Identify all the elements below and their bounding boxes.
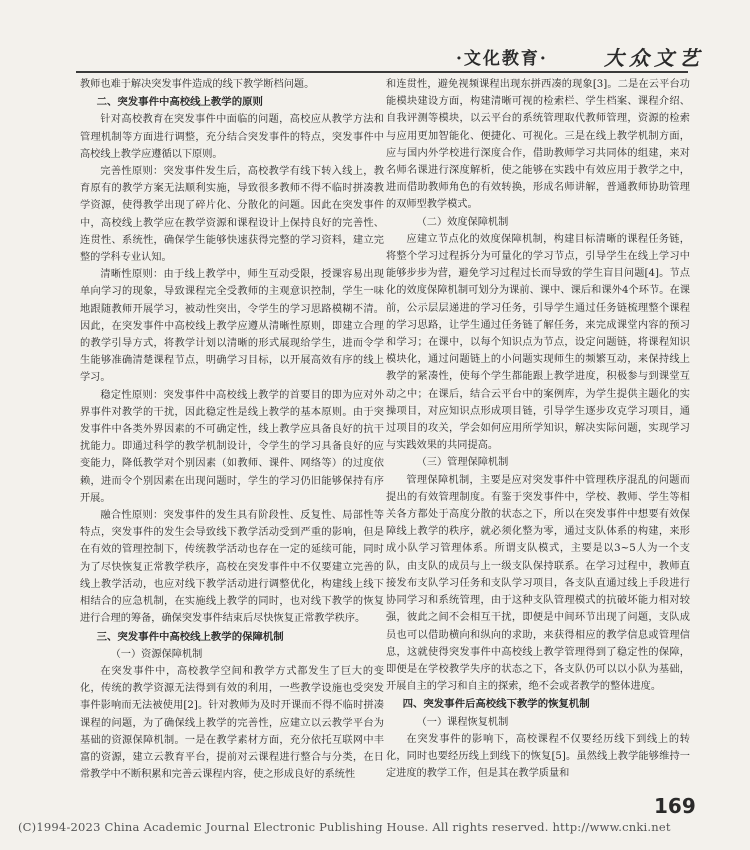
paragraph: 稳定性原则：突发事件中高校线上教学的首要目的即为应对外界事件对教学的干扰，因此稳定性是线上教学的基本原则。由于突发事件中各类外界因素的不可确定性，线上教学应具备良好的抗干扰能力。即通过科学的教学机制设计，令学生的学习具备良好的应变能力，降低教学对个别因素（如教师、课件、网络等）的过度依赖，进而令个别因素在出现问题时，学生的学习仍旧能够保持有序开展。 — [80, 389, 384, 504]
paragraph: 管理保障机制，主要是应对突发事件中管理秩序混乱的问题而提出的有效管理制度。有鉴于突发事件中，学校、教师、学生等相关各方都处于高度分散的状态之下，所以在突发事件中想要有效保障线上教学的秩序，就必须化整为零，通过支队体系的构建，来形成小队学习管理体系。所谓支队模式，主要是以3~5人为一个支队，由支队的成员与上一级支队保持联系。在学习过程中，教师直接发布支队学习任务和支队学习项目，各支队直通过线上手段进行协同学习和系统管理，由于这种支队管理模式的抗破坏能力相对较强，彼此之间不会相互干扰，即便是中间环节出现了问题，支队成员也可以借助横向和纵向的求助，来获得相应的教学信息或管理信息，这就使得突发事件中高校线上教学管理得到了稳定性的保障，即便是在学校教学失序的状态之下，各支队仍可以以小队为基础，开展自主的学习和自主的探索，绝不会或者教学的整体进度。 — [386, 474, 690, 693]
section-heading: 四、突发事件后高校线下教学的恢复机制 — [402, 698, 590, 711]
page-number: 169 — [654, 794, 696, 818]
right-column — [386, 76, 690, 782]
paragraph: 清晰性原则：由于线上教学中，师生互动受限，授课容易出现单向学习的现象，导致课程完全受教师的主观意识控制，学生一味地跟随教师开展学习，被动性突出，令学生的学习思路模糊不清。因此，在突发事件中高校线上教学应遵从清晰性原则，即建立合理的教学引导方式，将教学计划以清晰的形式展现给学生，进而令学生能够准确清楚课程节点，明确学习目标，以开展高效有序的线上学习。 — [80, 269, 384, 384]
subsection-heading: （二）效度保障机制 — [416, 216, 509, 228]
header-rule — [76, 71, 688, 73]
subsection-heading: （一）资源保障机制 — [110, 648, 203, 660]
subsection-heading: （一）课程恢复机制 — [416, 716, 509, 728]
paragraph: 在突发事件中，高校教学空间和教学方式都发生了巨大的变化，传统的教学资源无法得到有效的利用，一些教学设施也受突发事件影响而无法被使用[2]。针对教师为及时开课而不得不临时拼凑课程的问题，为了确保线上教学的完善性，应建立以云教学平台为基础的资源保障机制。一是在教学素材方面，充分依托互联网中丰富的资源，建立云教育平台，提前对云课程进行整合与分类，在日常教学中不断积累和完善云课程内容，使之形成良好的系统性 — [80, 665, 384, 781]
paragraph: 教师也难于解决突发事件造成的线下教学断档问题。 — [80, 79, 315, 90]
section-heading: 二、突发事件中高校线上教学的原则 — [96, 96, 263, 109]
subsection-heading: （三）管理保障机制 — [416, 457, 509, 469]
paragraph: 应建立节点化的效度保障机制，构建目标清晰的课程任务链，将整个学习过程拆分为可量化的学习节点，引导学生在线上学习中能够步步为营，避免学习过程过长而导致的学生盲目问题[4]。节点化的效度保障机制可划分为课前、课中、课后和课外4个环节。在课前，公示层层递进的学习任务，引导学生通过任务链梳理整个课程的学习思路，让学生通过任务链了解任务，来完成课堂内容的预习和学习；在课中，以每个知识点为节点，设定问题链，将课程知识模块化，通过问题链上的小问题实现师生的频繁互动，来保持线上教学的紧凑性，使每个学生都能跟上教学进度，积极参与到课堂互动之中；在课后，结合云平台中的案例库，为学生提供主题化的实操项目，对应知识点形成项目链，引导学生逐步攻克学习项目，通过项目的攻关，学会如何应用所学知识，解决实际问题，实现学习与实践效果的共同提高。 — [386, 233, 690, 452]
paragraph: 完善性原则：突发事件发生后，高校教学有线下转入线上，教育原有的教学方案无法顺利实施，导致很多教师不得不临时拼凑教学资源，使得教学出现了碎片化、分散化的问题。因此在突发事件中，高校线上教学应在教学资源和课程设计上保持良好的完善性、连贯性、系统性，确保学生能够快速获得完整的学习资料，建立完整的学科专业认知。 — [80, 166, 384, 264]
paragraph: 和连贯性，避免视频课程出现东拼西凑的现象[3]。二是在云平台功能模块建设方面，构建清晰可视的检索栏、学生档案、课程介绍、自我评测等模块，以云平台的系统管理取代教师管理，资源的检索与应用更加智能化、便捷化、可视化。三是在线上教学机制方面，应与国内外学校进行深度合作，借助教师学习共同体的组建，来对名师名课进行深度解析，使之能够在实践中有效应用于教学之中，进而借助教师角色的有效转换，形成名师讲解，普通教师协助管理的双师型教学模式。 — [386, 79, 690, 211]
journal-title: 大众文艺 — [604, 46, 704, 70]
left-column — [80, 76, 384, 783]
section-heading: 三、突发事件中高校线上教学的保障机制 — [96, 630, 284, 643]
copyright-notice: (C)1994-2023 China Academic Journal Electronic Publishing House. All rights reserved. http://www.cnki.net — [18, 820, 671, 834]
paragraph: 融合性原则：突发事件的发生具有阶段性、反复性、局部性等特点，突发事件的发生会导致线下教学活动受到严重的影响，但是在有效的管理控制下，传统教学活动也存在一定的延续可能，同时为了尽快恢复正常教学秩序，高校在突发事件中不仅要建立完善的线上教学活动，也应对线下教学活动进行调整优化，构建线上线下相结合的应急机制，在实施线上教学的同时，也对线下教学的恢复进行合理的筹备，确保突发事件结束后尽快恢复正常教学秩序。 — [80, 510, 384, 625]
page-header — [0, 0, 750, 70]
section-label: ·文化教育· — [456, 49, 548, 69]
paragraph: 针对高校教育在突发事件中面临的问题，高校应从教学方法和管理机制等方面进行调整，充分结合突发事件的特点，突发事件中高校线上教学应遵循以下原则。 — [80, 114, 384, 160]
paragraph: 在突发事件的影响下，高校课程不仅要经历线下到线上的转化，同时也要经历线上到线下的恢复[5]。虽然线上教学能够维持一定进度的教学工作，但是其在教学质量和 — [386, 733, 690, 780]
